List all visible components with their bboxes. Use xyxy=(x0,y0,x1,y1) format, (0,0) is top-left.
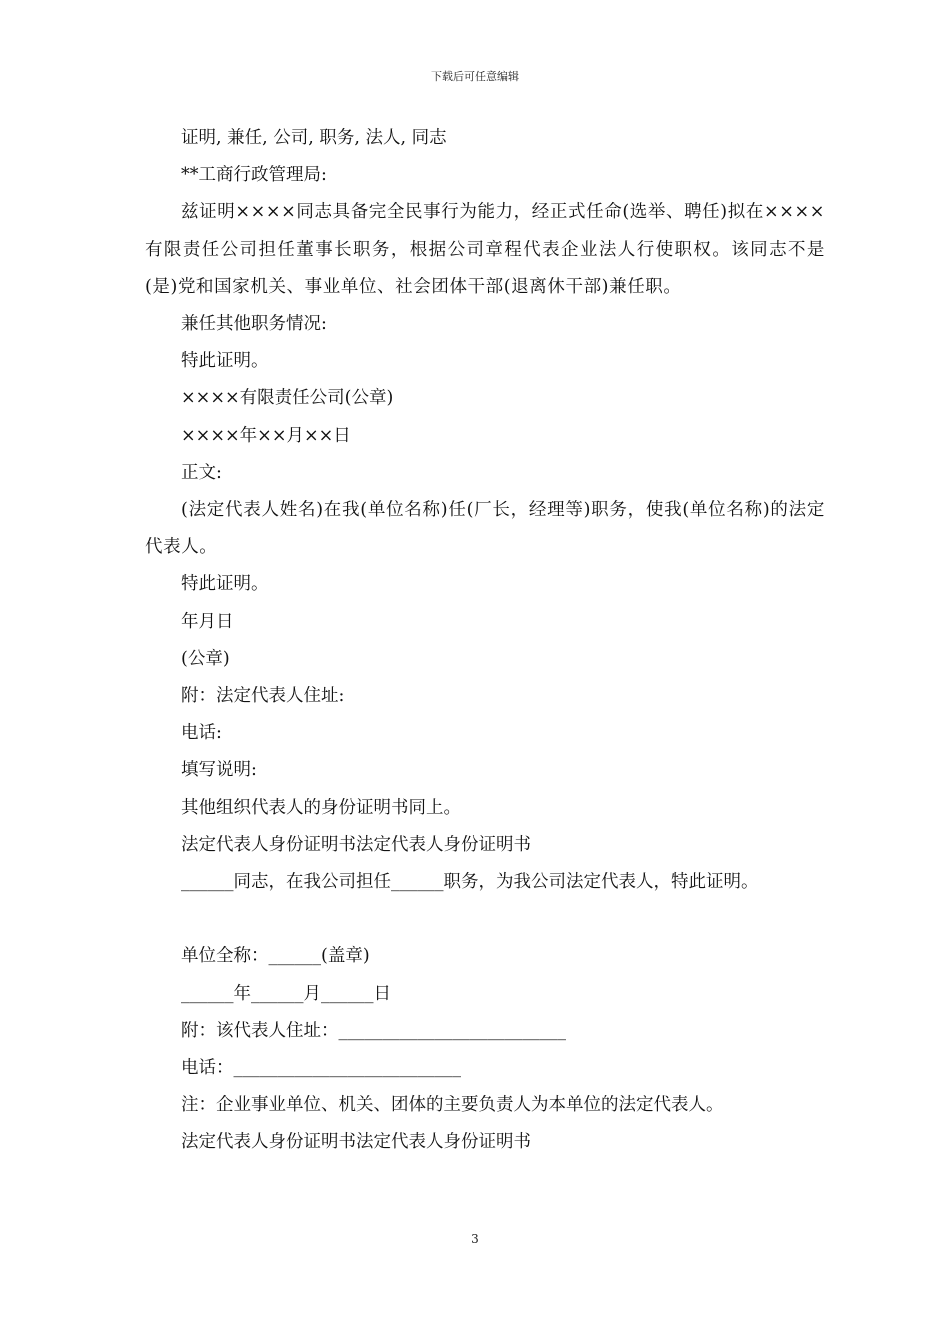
seal-placeholder-line: (公章) xyxy=(181,648,230,669)
issue-date-line: ××××年××月××日 xyxy=(181,425,351,446)
document-body xyxy=(145,120,825,1162)
body-label: 正文: xyxy=(181,462,222,483)
blank-line xyxy=(145,901,825,938)
representative-paragraph: (法定代表人姓名)在我(单位名称)任(厂长，经理等)职务，使我(单位名称)的法定代表人。 xyxy=(145,500,825,558)
hereby-certify-line: 特此证明。 xyxy=(181,351,269,372)
page-number: 3 xyxy=(471,1232,479,1246)
keywords-line: 证明, 兼任, 公司, 职务, 法人, 同志 xyxy=(181,128,447,148)
header-note: 下载后可任意编辑 xyxy=(431,70,519,83)
hereby-certify-line-2: 特此证明。 xyxy=(181,574,269,595)
other-positions-line: 兼任其他职务情况: xyxy=(181,314,327,335)
company-seal-line: ××××有限责任公司(公章) xyxy=(181,388,394,409)
recipient-line: **工商行政管理局: xyxy=(181,165,327,186)
unit-full-name-line: 单位全称：______(盖章) xyxy=(181,946,370,967)
other-orgs-line: 其他组织代表人的身份证明书同上。 xyxy=(181,797,461,818)
form-date-line: ______年______月______日 xyxy=(181,983,391,1004)
form-statement-line: ______同志，在我公司担任______职务，为我公司法定代表人，特此证明。 xyxy=(181,872,759,893)
date-placeholder-line: 年月日 xyxy=(181,611,234,632)
rep-address-line: 附：该代表人住址：__________________________ xyxy=(181,1020,566,1041)
phone-label-line: 电话: xyxy=(181,723,222,744)
instructions-label-line: 填写说明: xyxy=(181,760,257,781)
certification-paragraph: 兹证明××××同志具备完全民事行为能力，经正式任命(选举、聘任)拟在××××有限责任公司担任董事长职务，根据公司章程代表企业法人行使职权。该同志不是(是)党和国家机关、事业单位、社会团体干部(退离休干部)兼任职。 xyxy=(145,202,825,297)
form-title-line-2: 法定代表人身份证明书法定代表人身份证明书 xyxy=(181,1132,531,1153)
rep-phone-line: 电话：__________________________ xyxy=(181,1058,461,1079)
form-title-line: 法定代表人身份证明书法定代表人身份证明书 xyxy=(181,834,531,855)
address-label-line: 附：法定代表人住址: xyxy=(181,686,345,707)
note-line: 注：企业事业单位、机关、团体的主要负责人为本单位的法定代表人。 xyxy=(181,1095,724,1116)
